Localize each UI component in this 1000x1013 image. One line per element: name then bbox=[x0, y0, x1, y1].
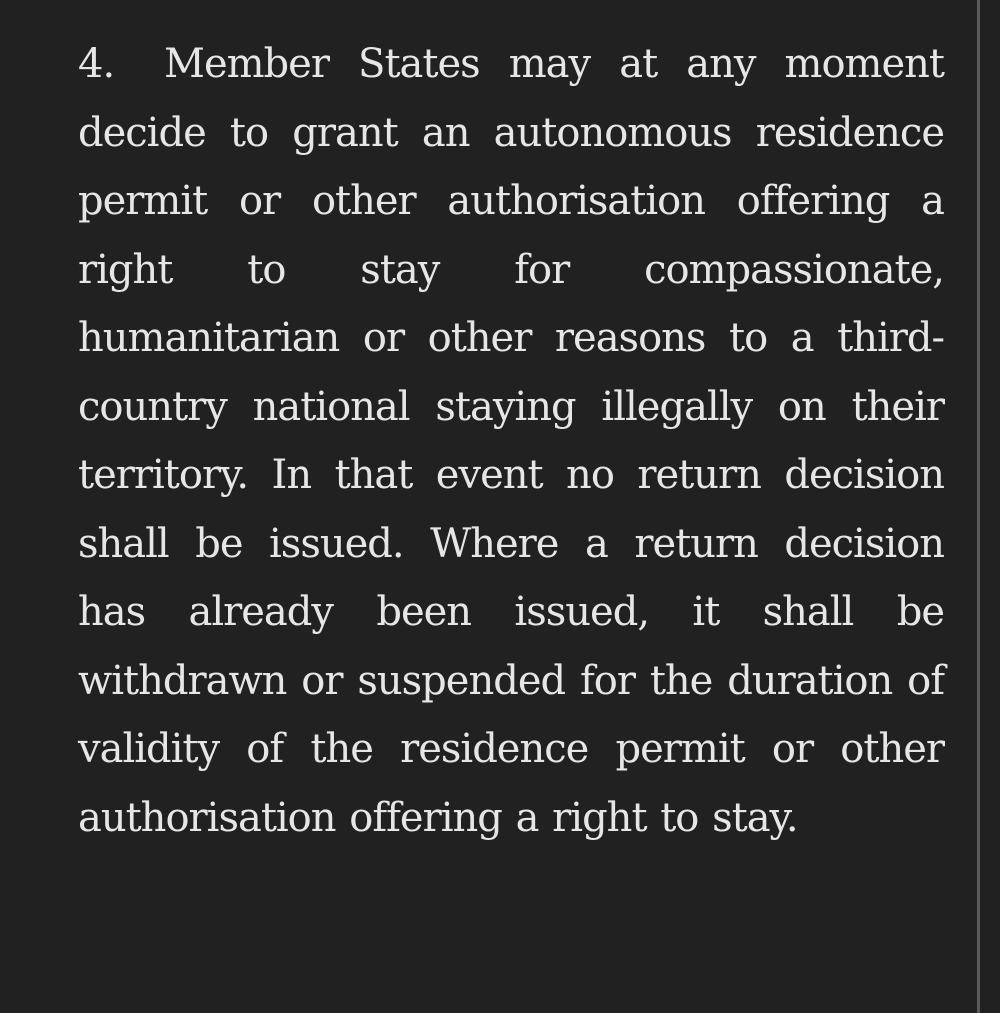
paragraph-4 bbox=[78, 30, 944, 852]
paragraph-number: 4. bbox=[78, 41, 115, 87]
scrollbar[interactable] bbox=[977, 0, 980, 1013]
paragraph-text: Member States may at any moment decide to grant an autonomous residence permit or other authorisation offering a right to stay for compassionate, humanitarian or other reasons to a third-country national staying illegally on their territory. In that event no return decision shall be issued. Where a return decision has already been issued, it shall be withdrawn or suspended for the duration of validity of the residence permit or other authorisation offering a right to stay. bbox=[78, 41, 944, 841]
